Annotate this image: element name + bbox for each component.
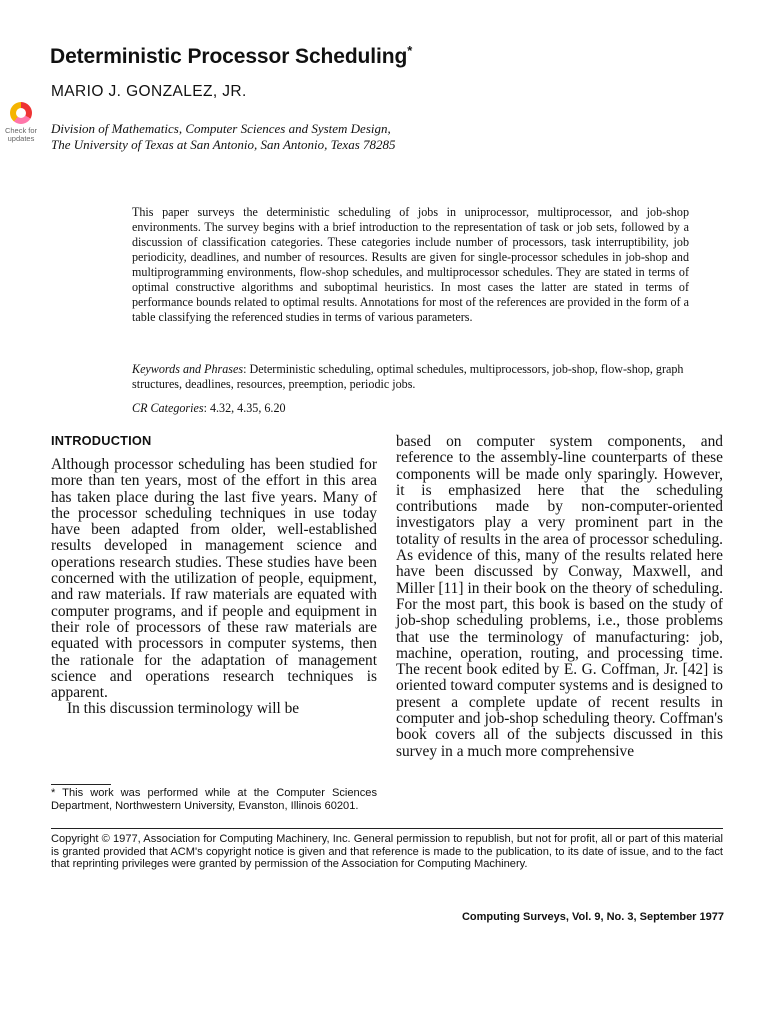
title-footnote-mark: * [407, 43, 413, 58]
right-column [396, 434, 723, 760]
affiliation-line1: Division of Mathematics, Computer Sciences and System Design, [51, 121, 391, 136]
badge-line2: updates [7, 134, 35, 143]
section-heading-introduction: INTRODUCTION [51, 433, 152, 448]
copyright-notice: Copyright © 1977, Association for Computing Machinery, Inc. General permission to republish, but not for profit, all or part of this material is granted provided that ACM's copyright notice is given and that reference is made to the publication, to its date of issue, and to the fact that reprinting privileges were granted by permission of the Association for Computing Machinery. [51, 833, 723, 871]
check-for-updates-badge[interactable] [0, 100, 42, 152]
left-column [51, 457, 377, 718]
badge-line1: Check for [4, 126, 38, 135]
cr-categories-label: CR Categories [132, 401, 204, 415]
affiliation-line2: The University of Texas at San Antonio, San Antonio, Texas 78285 [51, 137, 396, 152]
intro-paragraph-2: In this discussion terminology will be [67, 700, 300, 718]
paper-title-text: Deterministic Processor Scheduling [50, 45, 408, 68]
footnote-rule [51, 784, 111, 785]
author-name: MARIO J. GONZALEZ, JR. [51, 83, 247, 100]
keywords-label: Keywords and Phrases [132, 362, 244, 376]
affiliation [51, 121, 396, 153]
cr-categories-text: : 4.32, 4.35, 6.20 [203, 401, 286, 415]
check-for-updates-icon [10, 102, 32, 124]
keywords-text: : Deterministic scheduling, optimal schedules, multiprocessors, job-shop, flow-shop, graph structures, deadlines, resources, preemption, periodic jobs. [132, 362, 684, 391]
keywords [132, 362, 692, 392]
paper-title [50, 43, 412, 69]
intro-paragraph-continued: based on computer system components, and reference to the assembly-line counterparts of these components will be made only sparingly. However, it is emphasized here that the scheduling contributions made by non-computer-oriented investigators play a very prominent part in the totality of results in the area of processor scheduling. As evidence of this, many of the results related here have been discussed by Conway, Maxwell, and Miller [11] in their book on the theory of scheduling. For the most part, this book is based on the study of job-shop scheduling problems, i.e., those problems that use the terminology of manufacturing: job, machine, operation, routing, and processing time. The recent book edited by E. G. Coffman, Jr. [42] is oriented toward computer systems and is designed to present a complete update of recent results in computer and job-shop scheduling theory. Coffman's book covers all of the subjects discussed in this survey in a much more comprehensive [396, 433, 723, 760]
intro-paragraph-1: Although processor scheduling has been studied for more than ten years, most of the effort in this area has taken place during the last five years. Many of the processor scheduling techniques in use today have been adapted from older, well-established results developed in management science and operations research studies. These studies have been concerned with the utilization of people, equipment, and raw materials. If raw materials are equated with computer programs, and if people and equipment in their role of processors of these raw materials are equated with processors in computer systems, then the rationale for the adaptation of management science and operations research techniques is apparent. [51, 456, 377, 702]
abstract: This paper surveys the deterministic scheduling of jobs in uniprocessor, multiprocessor, and job-shop environments. The survey begins with a brief introduction to the representation of task or job sets, followed by a discussion of classification categories. These categories include number of processors, task interruptibility, job periodicity, deadlines, and number of resources. Results are given for single-processor schedules in job-shop and multiprogramming environments, flow-shop schedules, and multiprocessor schedules. They are stated in terms of optimal constructive algorithms and suboptimal heuristics. In most cases the latter are stated in terms of performance bounds related to optimal results. Annotations for most of the references are provided in the form of a table classifying the referenced studies in terms of various parameters. [132, 205, 689, 324]
cr-categories [132, 401, 286, 416]
copyright-rule [51, 828, 723, 829]
footnote: * This work was performed while at the Computer Sciences Department, Northwestern University, Evanston, Illinois 60201. [51, 787, 377, 812]
journal-citation: Computing Surveys, Vol. 9, No. 3, September 1977 [461, 911, 724, 923]
